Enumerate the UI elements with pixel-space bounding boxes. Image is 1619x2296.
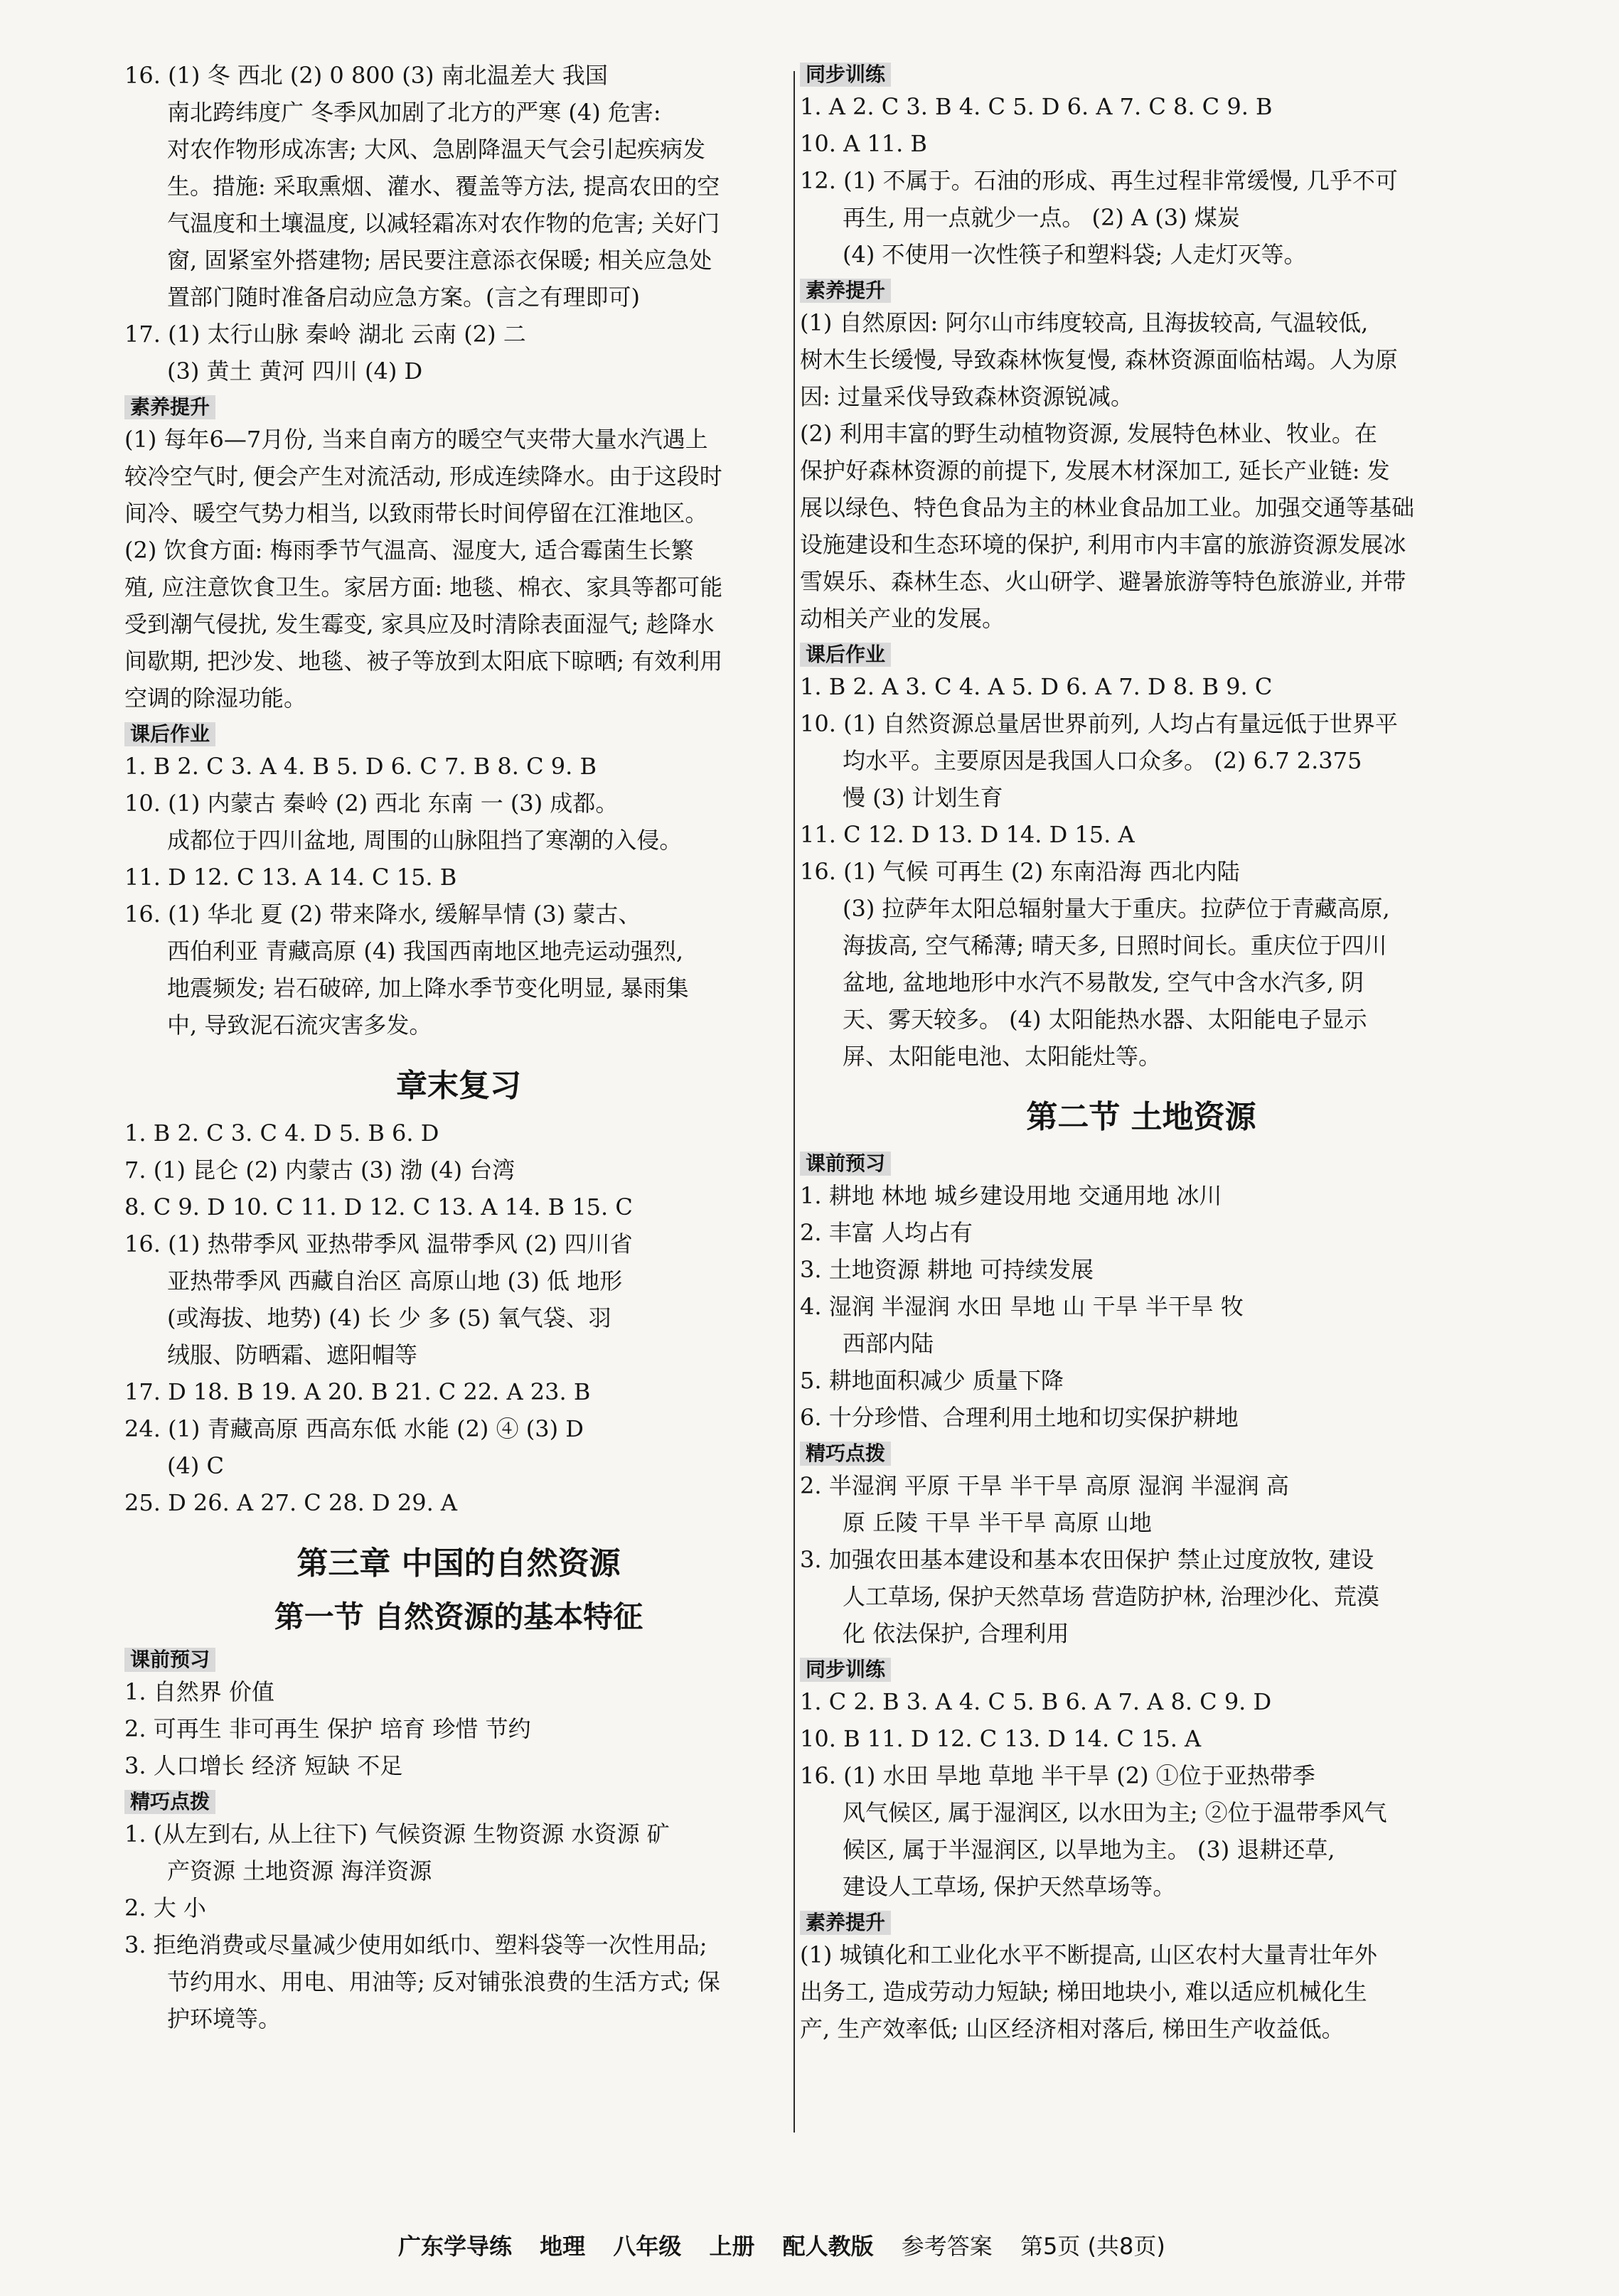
answer-line: 16. (1) 冬 西北 (2) 0 800 (3) 南北温差大 我国 [124, 62, 608, 89]
answer-line: 成都位于四川盆地, 周围的山脉阻挡了寒潮的入侵。 [167, 827, 683, 854]
answer-line: 人工草场, 保护天然草场 营造防护林, 治理沙化、荒漠 [843, 1583, 1379, 1610]
answer-line: 11. C 12. D 13. D 14. D 15. A [800, 821, 1135, 848]
answer-line: (1) 自然原因: 阿尔山市纬度较高, 且海拔较高, 气温较低, [800, 309, 1369, 336]
answer-line: 殖, 应注意饮食卫生。家居方面: 地毯、棉衣、家具等都可能 [124, 574, 723, 601]
answer-line: 展以绿色、特色食品为主的林业食品加工业。加强交通等基础 [800, 494, 1415, 521]
section-tag: 课后作业 [124, 722, 215, 746]
answer-line: 3. 土地资源 耕地 可持续发展 [800, 1256, 1094, 1283]
section-tag-row [124, 390, 793, 421]
answer-line: 因: 过量采伐导致森林资源锐减。 [800, 383, 1133, 410]
section-tag: 同步训练 [800, 63, 891, 87]
section-heading: 第一节 自然资源的基本特征 [274, 1599, 643, 1634]
answer-line: 再生, 用一点就少一点。 (2) A (3) 煤炭 [843, 204, 1240, 231]
answer-line: (3) 黄土 黄河 四川 (4) D [167, 358, 423, 385]
footer-edition: 配人教版 [782, 2233, 874, 2260]
section-tag: 课前预习 [800, 1152, 891, 1176]
answer-line: 1. B 2. C 3. A 4. B 5. D 6. C 7. B 8. C 9. B [124, 753, 597, 780]
answer-line: (4) 不使用一次性筷子和塑料袋; 人走灯灭等。 [843, 241, 1307, 268]
answer-line: 地震频发; 岩石破碎, 加上降水季节变化明显, 暴雨集 [167, 975, 689, 1002]
answer-line: 17. D 18. B 19. A 20. B 21. C 22. A 23. B [124, 1378, 591, 1405]
answer-line: 受到潮气侵扰, 发生霉变, 家具应及时清除表面湿气; 趁降水 [124, 611, 715, 638]
column-divider [794, 71, 795, 2133]
section-tag: 素养提升 [800, 279, 891, 303]
answer-line: 节约用水、用电、用油等; 反对铺张浪费的生活方式; 保 [167, 1968, 720, 1995]
section-tag-row [800, 1905, 1482, 1936]
footer-subject: 地理 [540, 2233, 586, 2260]
footer-section: 参考答案 [901, 2233, 993, 2260]
answer-line: 中, 导致泥石流灾害多发。 [167, 1012, 432, 1039]
answer-line: 间歇期, 把沙发、地毯、被子等放到太阳底下晾晒; 有效利用 [124, 648, 723, 675]
answer-line: 气温度和土壤温度, 以减轻霜冻对农作物的危害; 关好门 [167, 210, 720, 237]
answer-line: 西伯利亚 青藏高原 (4) 我国西南地区地壳运动强烈, [167, 938, 684, 965]
answer-line: 屏、太阳能电池、太阳能灶等。 [843, 1043, 1162, 1070]
section-tag-row [800, 637, 1482, 668]
answer-line: 1. 自然界 价值 [124, 1678, 274, 1705]
answer-line: (4) C [167, 1452, 224, 1479]
answer-line: 产, 生产效率低; 山区经济相对落后, 梯田生产收益低。 [800, 2015, 1345, 2042]
section-tag: 精巧点拨 [800, 1442, 891, 1466]
answer-line: (3) 拉萨年太阳总辐射量大于重庆。拉萨位于青藏高原, [843, 895, 1390, 922]
answer-line: 空调的除湿功能。 [124, 685, 307, 712]
answer-line: 12. (1) 不属于。石油的形成、再生过程非常缓慢, 几乎不可 [800, 167, 1398, 194]
chapter-heading: 第二节 土地资源 [1026, 1099, 1256, 1135]
answer-line: 均水平。主要原因是我国人口众多。 (2) 6.7 2.375 [843, 747, 1362, 774]
answer-line: 2. 大 小 [124, 1894, 206, 1921]
answer-line: 10. (1) 内蒙古 秦岭 (2) 西北 东南 一 (3) 成都。 [124, 790, 619, 817]
answer-line: 海拔高, 空气稀薄; 晴天多, 日照时间长。重庆位于四川 [843, 932, 1387, 959]
answer-line: 雪娱乐、森林生态、火山研学、避暑旅游等特色旅游业, 并带 [800, 568, 1406, 595]
answer-line: 窗, 固紧室外搭建物; 居民要注意添衣保暖; 相关应急处 [167, 247, 712, 274]
answer-line: 16. (1) 华北 夏 (2) 带来降水, 缓解旱情 (3) 蒙古、 [124, 901, 641, 928]
chapter-heading: 章末复习 [396, 1068, 521, 1104]
page-footer [398, 2228, 1185, 2261]
section-tag: 同步训练 [800, 1658, 891, 1682]
section-tag-row [124, 1784, 793, 1815]
answer-line: 3. 人口增长 经济 短缺 不足 [124, 1752, 403, 1779]
section-tag-row [800, 1146, 1482, 1177]
answer-line: 6. 十分珍惜、合理利用土地和切实保护耕地 [800, 1404, 1239, 1431]
answer-line: 间冷、暖空气势力相当, 以致雨带长时间停留在江淮地区。 [124, 500, 708, 527]
answer-line: 1. (从左到右, 从上往下) 气候资源 生物资源 水资源 矿 [124, 1820, 670, 1847]
answer-line: 1. 耕地 林地 城乡建设用地 交通用地 冰川 [800, 1182, 1222, 1209]
answer-line: 绒服、防晒霜、遮阳帽等 [167, 1341, 418, 1368]
answer-line: 2. 可再生 非可再生 保护 培育 珍惜 节约 [124, 1715, 531, 1742]
answer-line: 较冷空气时, 便会产生对流活动, 形成连续降水。由于这段时 [124, 463, 722, 490]
answer-line: 2. 半湿润 平原 干旱 半干旱 高原 湿润 半湿润 高 [800, 1472, 1289, 1499]
section-tag-row [800, 1436, 1482, 1467]
answer-line: 10. (1) 自然资源总量居世界前列, 人均占有量远低于世界平 [800, 710, 1398, 737]
answer-line: 5. 耕地面积减少 质量下降 [800, 1367, 1064, 1394]
answer-line: 16. (1) 热带季风 亚热带季风 温带季风 (2) 四川省 [124, 1230, 633, 1257]
answer-line: 生。措施: 采取熏烟、灌水、覆盖等方法, 提高农田的空 [167, 173, 720, 200]
answer-line: 候区, 属于半湿润区, 以旱地为主。 (3) 退耕还草, [843, 1836, 1335, 1863]
footer-page-number: 第5页 (共8页) [1020, 2233, 1165, 2260]
footer-brand: 广东学导练 [398, 2233, 513, 2260]
answer-line: 天、雾天较多。 (4) 太阳能热水器、太阳能电子显示 [843, 1006, 1367, 1033]
section-tag-row [124, 717, 793, 748]
answer-line: (2) 饮食方面: 梅雨季节气温高、湿度大, 适合霉菌生长繁 [124, 537, 694, 564]
answer-line: 树木生长缓慢, 导致森林恢复慢, 森林资源面临枯竭。人为原 [800, 346, 1398, 373]
answer-line: 16. (1) 气候 可再生 (2) 东南沿海 西北内陆 [800, 858, 1240, 885]
answer-line: 11. D 12. C 13. A 14. C 15. B [124, 864, 457, 891]
answer-line: 化 依法保护, 合理利用 [843, 1620, 1069, 1647]
answer-line: 亚热带季风 西藏自治区 高原山地 (3) 低 地形 [167, 1267, 623, 1294]
answer-line: 南北跨纬度广 冬季风加剧了北方的严寒 (4) 危害: [167, 99, 661, 126]
answer-line: 25. D 26. A 27. C 28. D 29. A [124, 1489, 458, 1516]
left-column [124, 57, 793, 2037]
answer-line: 10. A 11. B [800, 130, 927, 157]
answer-line: 动相关产业的发展。 [800, 605, 1005, 632]
footer-grade: 八年级 [613, 2233, 682, 2260]
answer-line: (1) 每年6—7月份, 当来自南方的暖空气夹带大量水汽遇上 [124, 426, 708, 453]
section-tag: 课后作业 [800, 643, 891, 667]
section-tag-row [124, 1642, 793, 1673]
answer-line: 对农作物形成冻害; 大风、急剧降温天气会引起疾病发 [167, 136, 705, 163]
section-tag-row [800, 1652, 1482, 1683]
footer-volume: 上册 [709, 2233, 755, 2260]
answer-line: 西部内陆 [843, 1330, 934, 1357]
answer-line: 置部门随时准备启动应急方案。(言之有理即可) [167, 284, 640, 311]
answer-line: 1. B 2. A 3. C 4. A 5. D 6. A 7. D 8. B 9. C [800, 673, 1273, 700]
answer-line: 1. C 2. B 3. A 4. C 5. B 6. A 7. A 8. C 9. D [800, 1688, 1272, 1715]
answer-line: 17. (1) 太行山脉 秦岭 湖北 云南 (2) 二 [124, 321, 526, 348]
answer-line: 16. (1) 水田 旱地 草地 半干旱 (2) ①位于亚热带季 [800, 1762, 1315, 1789]
answer-line: 出务工, 造成劳动力短缺; 梯田地块小, 难以适应机械化生 [800, 1978, 1367, 2005]
answer-line: (1) 城镇化和工业化水平不断提高, 山区农村大量青壮年外 [800, 1941, 1377, 1968]
section-tag: 素养提升 [124, 395, 215, 419]
answer-line: 7. (1) 昆仑 (2) 内蒙古 (3) 渤 (4) 台湾 [124, 1157, 515, 1184]
answer-line: 设施建设和生态环境的保护, 利用市内丰富的旅游资源发展冰 [800, 531, 1406, 558]
answer-line: 保护好森林资源的前提下, 发展木材深加工, 延长产业链: 发 [800, 457, 1390, 484]
answer-line: 慢 (3) 计划生育 [843, 784, 1003, 811]
answer-line: (2) 利用丰富的野生动植物资源, 发展特色林业、牧业。在 [800, 420, 1377, 447]
answer-line: 风气候区, 属于湿润区, 以水田为主; ②位于温带季风气 [843, 1799, 1387, 1826]
answer-line: 1. A 2. C 3. B 4. C 5. D 6. A 7. C 8. C 9. B [800, 93, 1273, 120]
answer-line: 产资源 土地资源 海洋资源 [167, 1857, 432, 1884]
section-tag-row [800, 57, 1482, 88]
chapter-heading: 第三章 中国的自然资源 [296, 1545, 621, 1582]
answer-line: 3. 加强农田基本建设和基本农田保护 禁止过度放牧, 建设 [800, 1546, 1374, 1573]
section-tag: 课前预习 [124, 1648, 215, 1672]
answer-line: 4. 湿润 半湿润 水田 旱地 山 干旱 半干旱 牧 [800, 1293, 1244, 1320]
answer-line: 10. B 11. D 12. C 13. D 14. C 15. A [800, 1725, 1202, 1752]
answer-line: 1. B 2. C 3. C 4. D 5. B 6. D [124, 1120, 439, 1147]
section-tag-row [800, 273, 1482, 304]
answer-line: 3. 拒绝消费或尽量减少使用如纸巾、塑料袋等一次性用品; [124, 1931, 707, 1958]
answer-line: 盆地, 盆地地形中水汽不易散发, 空气中含水汽多, 阴 [843, 969, 1364, 996]
answer-line: 24. (1) 青藏高原 西高东低 水能 (2) ④ (3) D [124, 1415, 584, 1442]
answer-line: 8. C 9. D 10. C 11. D 12. C 13. A 14. B 15. C [124, 1193, 633, 1221]
answer-line: 建设人工草场, 保护天然草场等。 [843, 1873, 1176, 1900]
section-tag: 素养提升 [800, 1911, 891, 1935]
section-tag: 精巧点拨 [124, 1790, 215, 1814]
answer-line: 原 丘陵 干旱 半干旱 高原 山地 [843, 1509, 1152, 1536]
answer-line: 护环境等。 [167, 2005, 282, 2032]
answer-line: (或海拔、地势) (4) 长 少 多 (5) 氧气袋、羽 [167, 1304, 611, 1331]
right-column [800, 57, 1482, 2047]
answer-line: 2. 丰富 人均占有 [800, 1219, 973, 1246]
